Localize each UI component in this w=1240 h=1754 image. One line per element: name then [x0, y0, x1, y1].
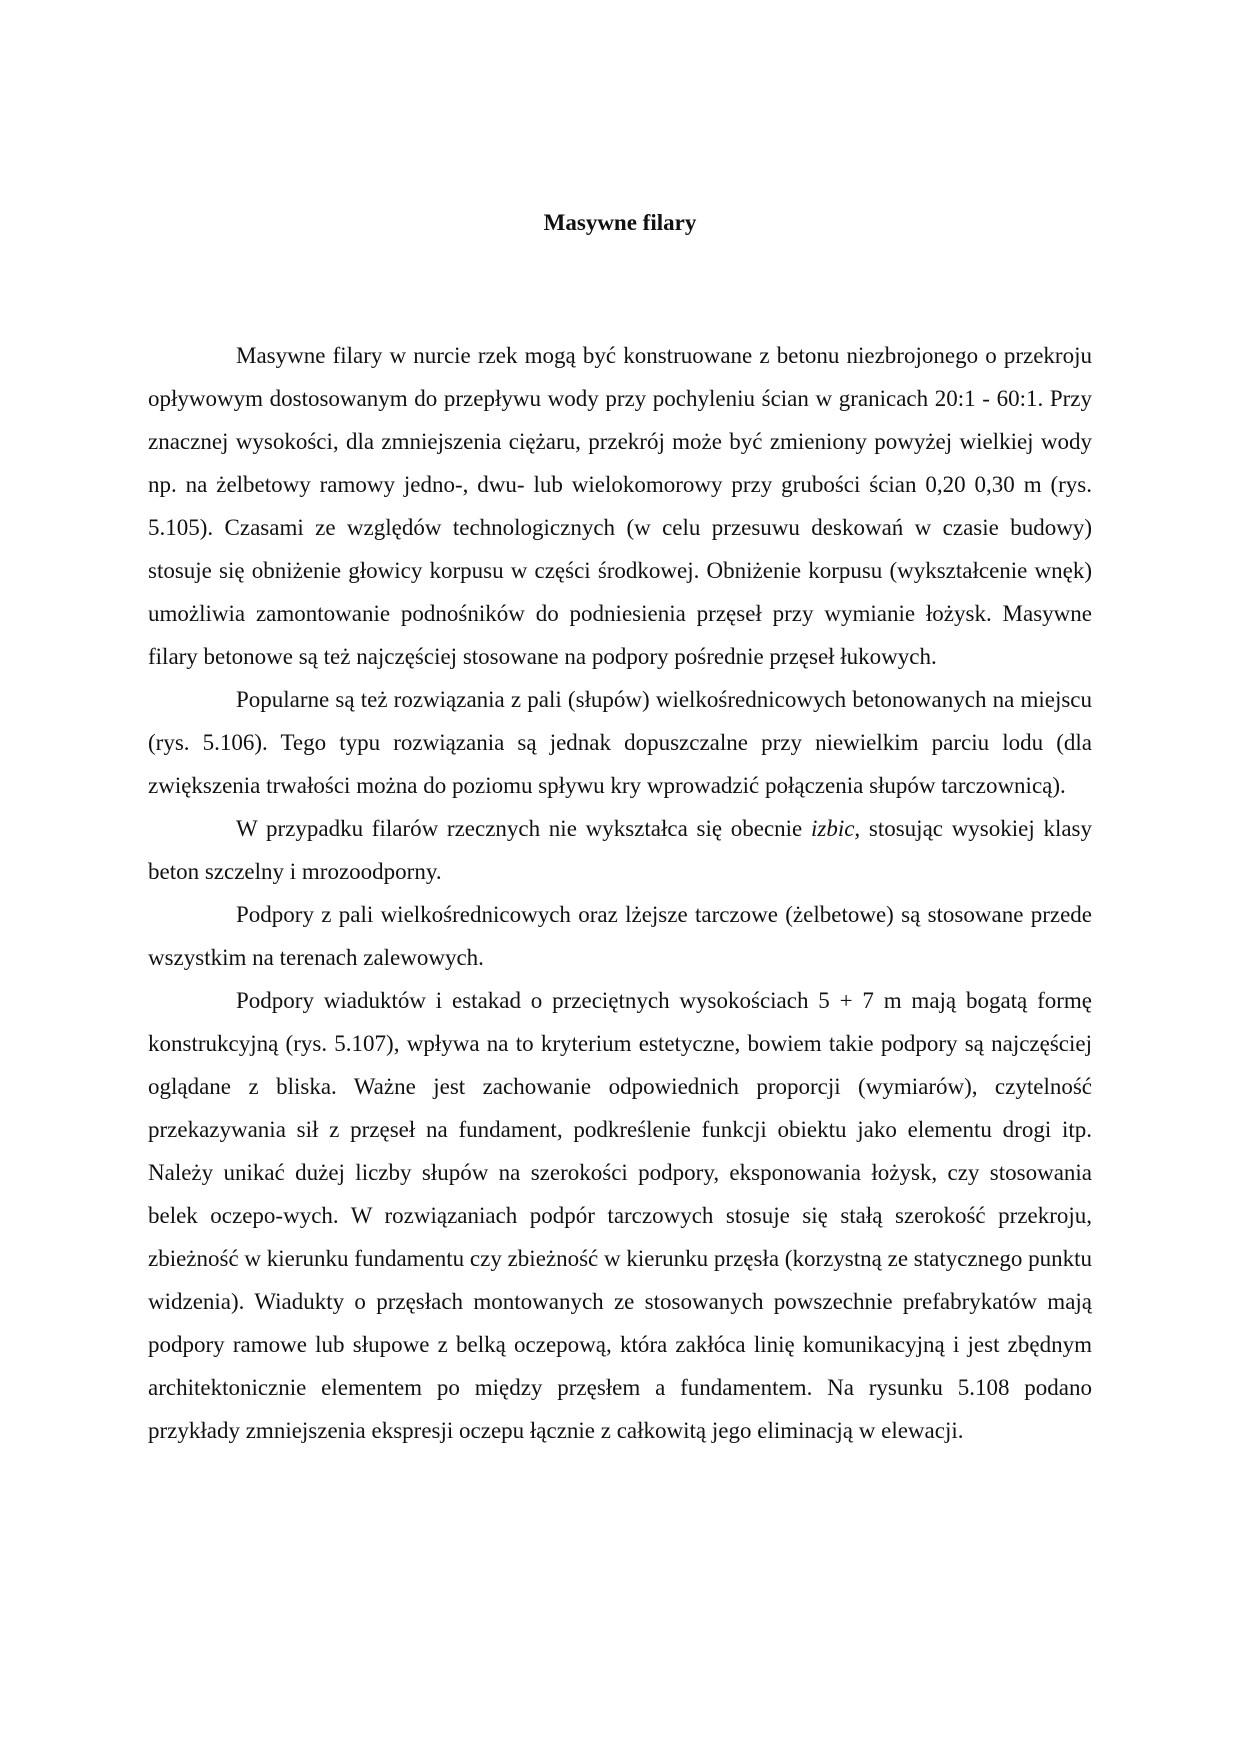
document-page — [148, 0, 1092, 1754]
paragraph-2: Popularne są też rozwiązania z pali (słupów) wielkośrednicowych betonowanych na miejscu (rys. 5.106). Tego typu rozwiązania są jednak dopuszczalne przy niewielkim parciu lodu (dla zwiększenia trwałości można do poziomu spływu kry wprowadzić połączenia słupów tarczownicą). — [148, 687, 1092, 798]
document-title: Masywne filary — [543, 210, 697, 235]
paragraph-3-text-after: stosując wysokiej klasy beton szczelny i mrozoodporny. — [148, 816, 1093, 884]
paragraph-4: Podpory z pali wielkośrednicowych oraz lżejsze tarczowe (żelbetowe) są stosowane przede wszystkim na terenach zalewowych. — [148, 902, 1092, 970]
paragraph-1: Masywne filary w nurcie rzek mogą być konstruowane z betonu niezbrojonego o przekroju opływowym dostosowanym do przepływu wody przy pochyleniu ścian w granicach 20:1 - 60:1. Przy znacznej wysokości, dla zmniejszenia ciężaru, przekrój może być zmieniony powyżej wielkiej wody np. na żelbetowy ramowy jedno-, dwu- lub wielokomorowy przy grubości ścian 0,20 0,30 m (rys. 5.105). Czasami ze względów technologicznych (w celu przesuwu deskowań w czasie budowy) stosuje się obniżenie głowicy korpusu w części środkowej. Obniżenie korpusu (wykształcenie wnęk) umożliwia zamontowanie podnośników do podniesienia przęseł przy wymianie łożysk. Masywne filary betonowe są też najczęściej stosowane na podpory pośrednie przęseł łukowych. — [148, 343, 1092, 669]
paragraph-3 — [148, 807, 1092, 893]
paragraph-3-italic-term: izbic, — [810, 816, 861, 841]
paragraph-3-text-before: W przypadku filarów rzecznych nie wykształca się obecnie — [236, 816, 811, 841]
document-body — [148, 334, 1092, 1452]
paragraph-5: Podpory wiaduktów i estakad o przeciętnych wysokościach 5 + 7 m mają bogatą formę konstrukcyjną (rys. 5.107), wpływa na to kryterium estetyczne, bowiem takie podpory są najczęściej oglądane z bliska. Ważne jest zachowanie odpowiednich proporcji (wymiarów), czytelność przekazywania sił z przęseł na fundament, podkreślenie funkcji obiektu jako elementu drogi itp. Należy unikać dużej liczby słupów na szerokości podpory, eksponowania łożysk, czy stosowania belek oczepo-wych. W rozwiązaniach podpór tarczowych stosuje się stałą szerokość przekroju, zbieżność w kierunku fundamentu czy zbieżność w kierunku przęsła (korzystną ze statycznego punktu widzenia). Wiadukty o przęsłach montowanych ze stosowanych powszechnie prefabrykatów mają podpory ramowe lub słupowe z belką oczepową, która zakłóca linię komunikacyjną i jest zbędnym architektonicznie elementem po między przęsłem a fundamentem. Na rysunku 5.108 podano przykłady zmniejszenia ekspresji oczepu łącznie z całkowitą jego eliminacją w elewacji. — [148, 988, 1092, 1443]
